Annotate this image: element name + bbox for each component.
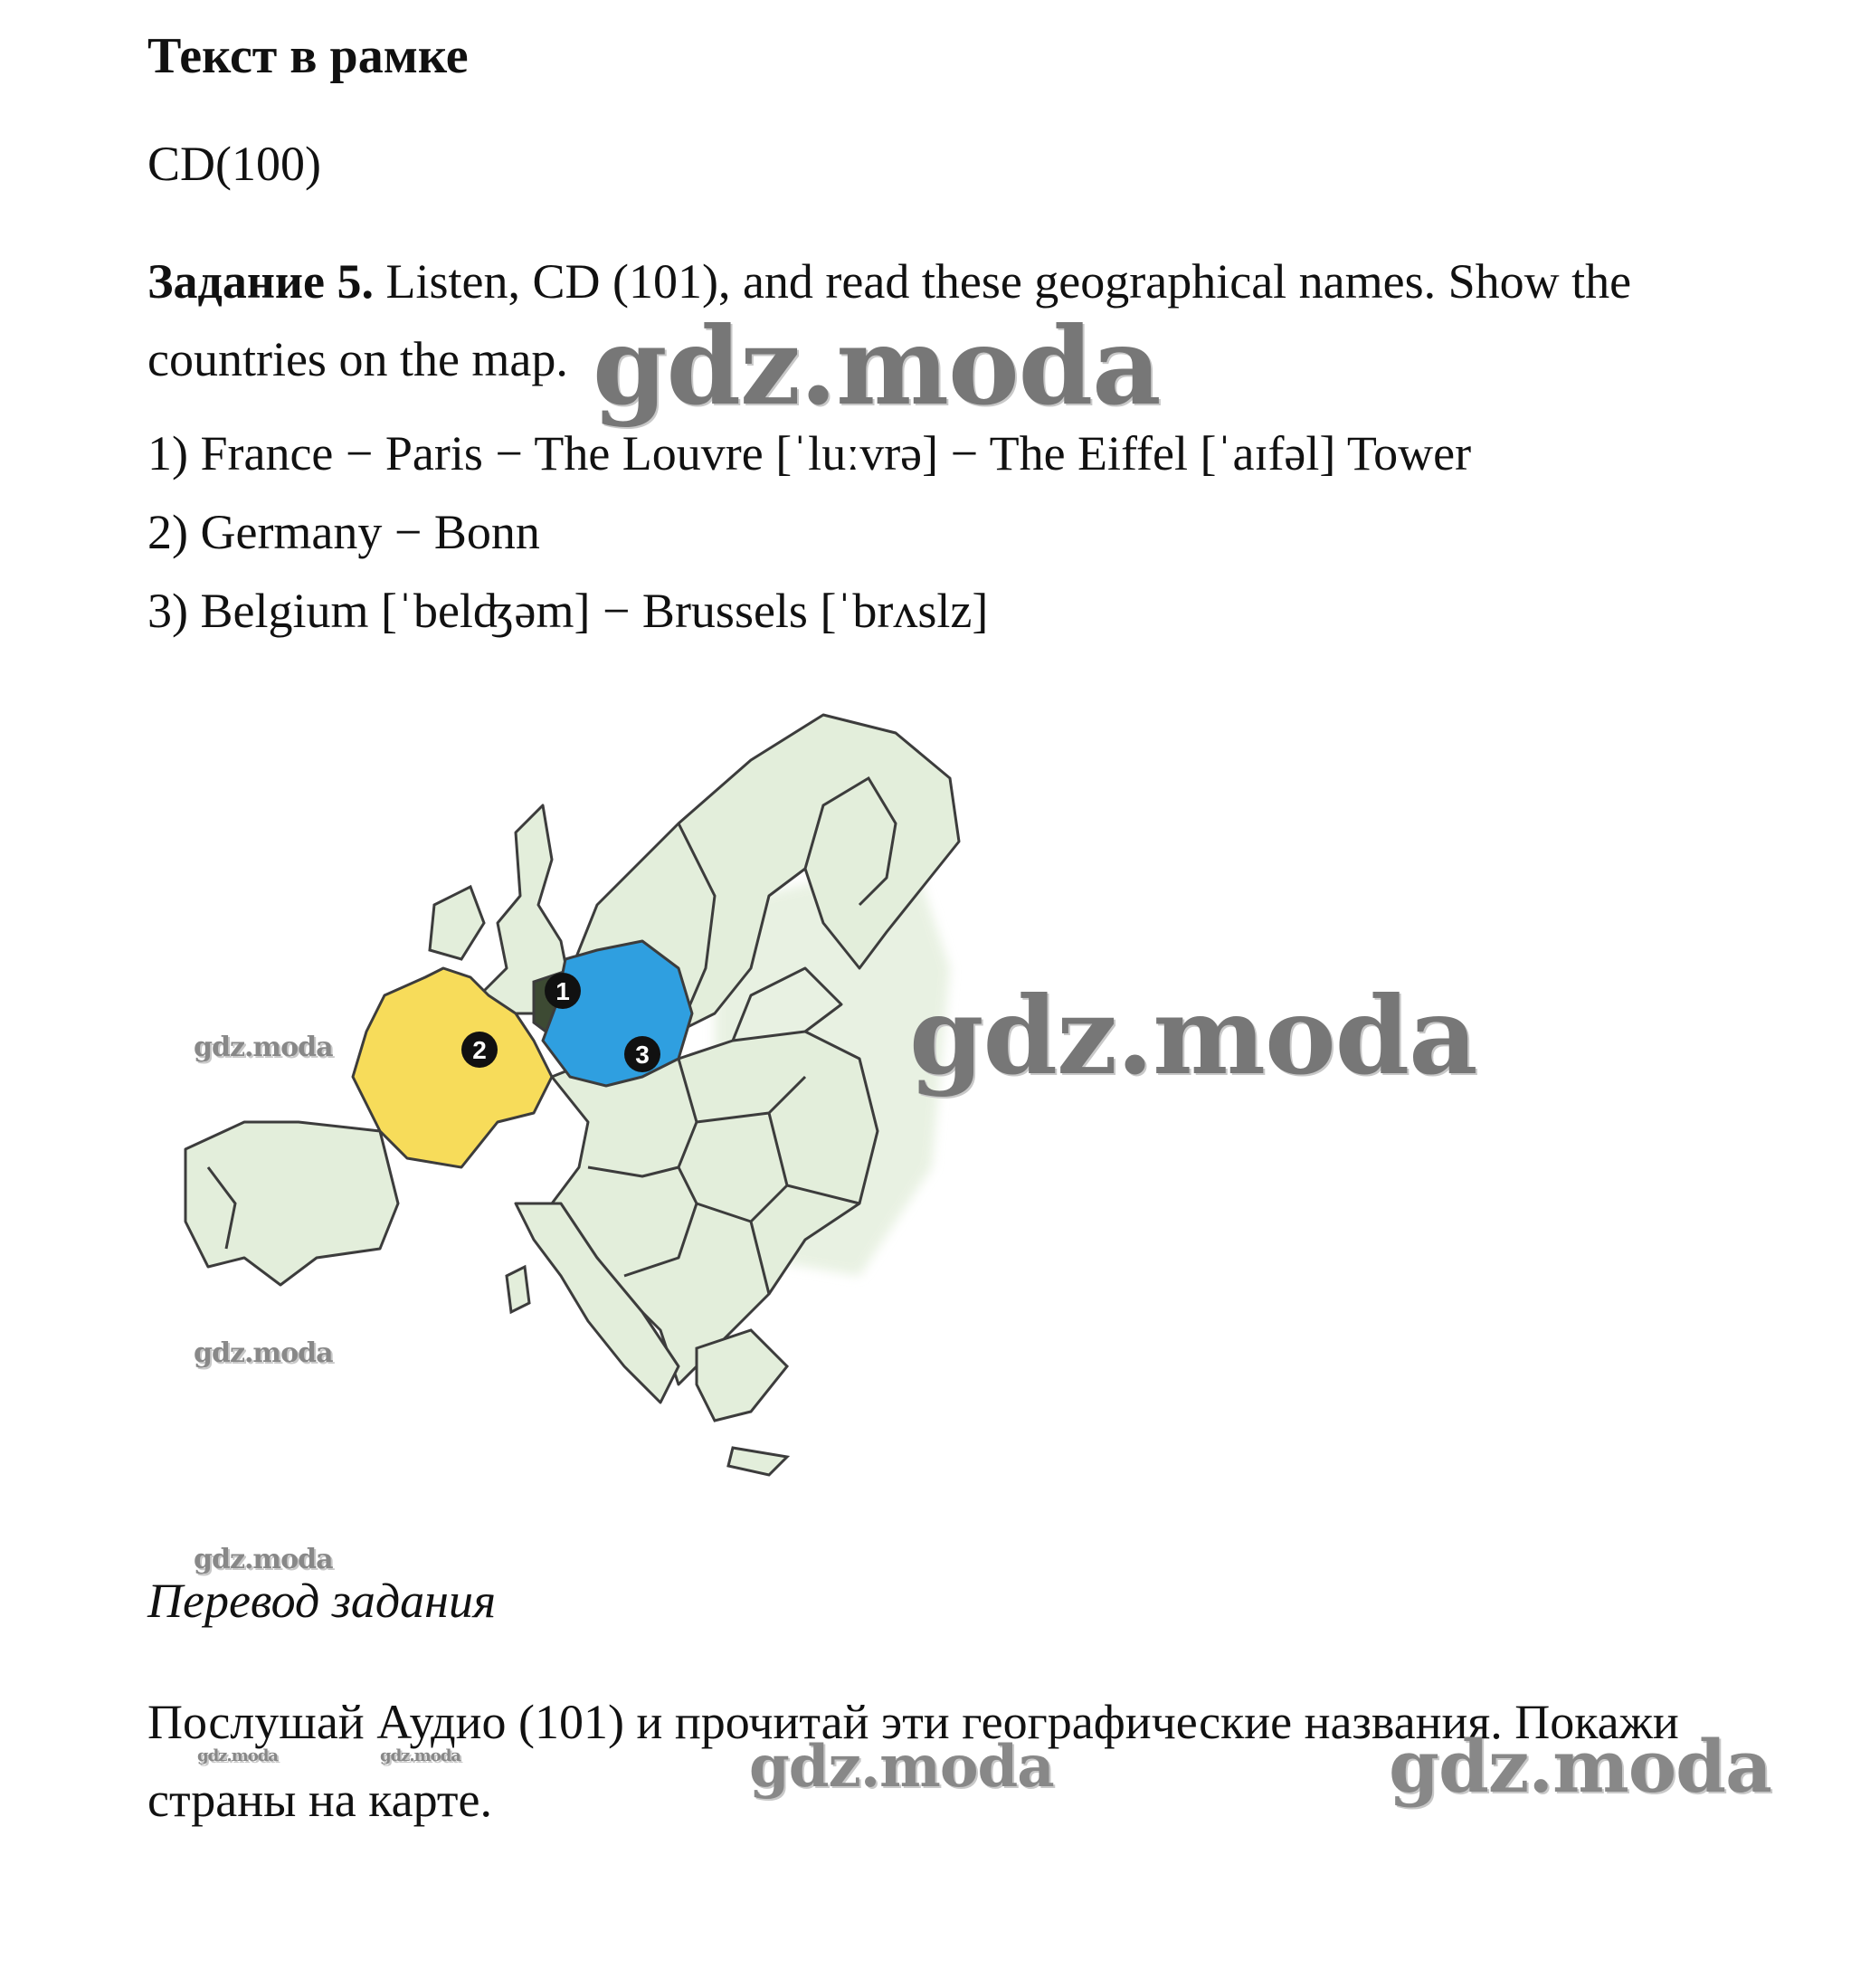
watermark: gdz.moda: [1389, 1724, 1771, 1809]
marker-1: [545, 973, 581, 1009]
list-item: 1) France − Paris − The Louvre [ˈluːvrə] − The Eiffel [ˈaɪfəl] Tower: [147, 426, 1472, 480]
watermark: gdz.moda: [194, 1337, 333, 1369]
marker-2: [461, 1032, 498, 1068]
marker-3: [624, 1036, 660, 1072]
watermark: gdz.moda: [909, 973, 1477, 1099]
cd-label: CD(100): [147, 137, 321, 191]
task-label: Задание 5.: [147, 254, 375, 309]
list-item: 2) Germany − Bonn: [147, 505, 540, 559]
svg-text:2: 2: [472, 1036, 487, 1064]
translation-title: Перевод задания: [147, 1574, 497, 1628]
list-item: 3) Belgium [ˈbelʤəm] − Brussels [ˈbrʌslz]: [147, 584, 989, 638]
watermark: gdz.moda: [197, 1746, 278, 1765]
translation-text: Послушай Аудио (101) и прочитай эти географические названия. Покажи страны на карте.: [147, 1695, 1679, 1827]
watermark: gdz.moda: [593, 303, 1161, 429]
page-heading: Текст в рамке: [147, 28, 469, 84]
watermark: gdz.moda: [194, 1032, 333, 1063]
svg-text:1: 1: [555, 977, 570, 1005]
watermark: gdz.moda: [194, 1544, 333, 1575]
task-text: Listen, CD (101), and read these geographical names. Show the countries on the map.: [147, 254, 1632, 386]
watermark: gdz.moda: [749, 1733, 1054, 1801]
country-blue: [543, 941, 692, 1086]
svg-text:3: 3: [635, 1041, 650, 1069]
europe-map: [172, 697, 1095, 1511]
watermark: gdz.moda: [380, 1746, 460, 1765]
